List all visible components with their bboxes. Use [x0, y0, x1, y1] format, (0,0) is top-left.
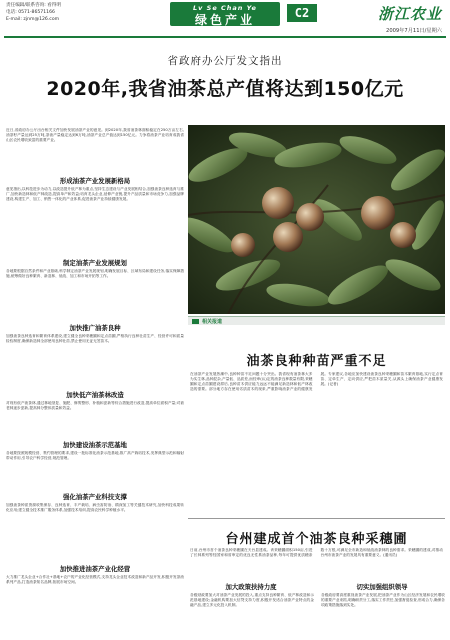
lead-intro: 近日,省政府办公厅出台相关文件加快发展油茶产业的意见。到2020年,我省油茶林面积稳定在250万亩左右,油茶籽产量达到25万吨,茶油产量稳定达到6万吨,油茶产业总产值达到150亿元。力争将油茶产业培育成我省山区农民增收致富的重要产业。: [6, 128, 184, 143]
camellia-photo: [188, 125, 445, 314]
story-text: 在油茶产业发展热潮中,良种种苗不足问题十分突出。我省现有油茶林大多为实生林,品种混杂,产量低、品质差,而经审(认)定的油茶良种数量有限,采穗圃和定点苗圃建设滞后,良种苗木供应能力远远不能满足新造林和低产林改造的需要。部分地方存在使用劣质苗木的现象,严重影响油茶产业的健康发展。专家建议,各地应加快建设油茶良种采穗圃和苗木繁育基地,实行定点育苗、定单生产、定向供应,严把苗木质量关,从源头上确保油茶产业健康发展。(记者): [190, 372, 443, 392]
section-text: 各地要按照规模经营、集约管理的要求,建设一批标准化油茶示范基地,推广高产栽培技术,发挥典型示范和辐射带动作用,引导农户科学经营,规范管理。: [6, 451, 184, 461]
masthead: [0, 0, 450, 40]
section-heading: 加快推广油茶良种: [69, 324, 121, 332]
section-pinyin: Lv Se Chan Ye: [193, 4, 257, 12]
email-line: E-mail: zjnm@126.com: [6, 17, 60, 22]
section-heading: 加大政策扶持力度: [225, 583, 277, 591]
section-text: 各地要根据自然条件和产业基础,科学制定油茶产业发展规划,明确发展目标、区域布局和建设任务,落实保障措施,统筹做好良种繁育、新造林、低改、加工和市场开拓等工作。: [6, 269, 184, 279]
divider: [188, 518, 445, 519]
kicker: 省政府办公厅发文指出: [167, 55, 283, 67]
masthead-rule: [4, 36, 446, 38]
related-report-label: 相关报道: [202, 319, 223, 325]
section-text: 加强油茶种质资源收集保存、良种选育、丰产栽培、病虫害防治、精深加工等关键技术研究,加快科技成果转化应用;建立健全技术推广服务体系,加强技术培训,提高农民科学种植水平。: [6, 503, 184, 513]
section-heading: 形成油茶产业发展新格局: [59, 177, 131, 185]
issue-date: 2009年7月11日/星期六: [386, 28, 442, 34]
section-text: 各级财政要加大对油茶产业发展的投入,重点支持良种繁育、低产林改造和示范基地建设;金融机构要加大信贷支持力度,积极开发适合油茶产业特点的金融产品,建立多元化投入机制。: [190, 593, 314, 608]
section-text: 对现有低产油茶林,通过林地垦复、施肥、修剪整形、补植和更新等综合措施进行改造,提高单位面积产量;对衰老林逐步更新,提高林分整体质量和效益。: [6, 401, 184, 411]
paper-name: 浙江农业: [377, 5, 442, 23]
editor-line: 责任编辑/联系咨询: 看得明: [6, 3, 62, 8]
section-heading: 强化油茶产业科技支撑: [63, 493, 127, 501]
section-heading: 加快建设油茶示范基地: [63, 441, 127, 449]
story-headline: 台州建成首个油茶良种采穗圃: [225, 532, 408, 547]
camellia-fruit-image: [188, 125, 445, 314]
section-text: 大力推广龙头企业+合作社+基地+农户的产业化经营模式,支持龙头企业技术改造和新产品开发,积极开发茶油系列产品,打造油茶知名品牌,拓展市场空间。: [6, 575, 184, 585]
section-heading: 制定油茶产业发展规划: [63, 259, 127, 267]
section-heading: 加快推进油茶产业化经营: [59, 565, 131, 573]
story-text: 日前,台州市首个油茶良种采穗圃在天台县建成。该采穗圃面积150亩,引进了长林系列等经国家和省审定的优良无性系油茶品种,每年可提供优质穗条数十万根,可满足全市新造和低改油茶林的良种需求。采穗圃的建成,对推动台州市油茶产业的发展具有重要意义。(通讯员): [190, 548, 443, 558]
story-headline: 油茶良种种苗严重不足: [246, 354, 387, 369]
section-text: 各级政府要高度重视油茶产业发展,把油茶产业作为山区经济发展和农民增收的重要产业来抓,明确职责分工,落实工作责任,加强督促检查,形成合力,确保各项政策措施落到实处。: [321, 593, 445, 608]
section-heading: 切实加强组织领导: [356, 583, 408, 591]
section-marker-icon: [192, 319, 199, 324]
section-text: 意见指出,以科技进步为动力,以改造提升低产林为重点,坚持生态建设与产业发展相结合,加强油茶良种选育与推广,加快新造林和低产林改造,提高单产和效益;培育龙头企业,延伸产业链,提升产品质量和市场竞争力,加强品牌建设,构建生产、加工、销售一体化的产业体系,促进油茶产业持续健康发展。: [6, 187, 184, 202]
related-report-bar: [188, 316, 445, 325]
section-name: 绿色产业: [194, 13, 255, 27]
phone-line: 电话: 0571-86571166: [6, 10, 55, 15]
section-band: [170, 2, 280, 26]
headline: 2020年,我省油茶总产值将达到150亿元: [46, 78, 404, 100]
section-text: 加强油茶良种选育和繁育体系建设,建立健全良种采穗圃和定点苗圃,严格执行良种壮苗生产、经营许可和质量检验制度,确保新造林全部使用良种壮苗,禁止使用无证无签苗木。: [6, 334, 184, 344]
section-heading: 加快低产油茶林改造: [66, 391, 124, 399]
page-code: C2: [287, 4, 317, 22]
